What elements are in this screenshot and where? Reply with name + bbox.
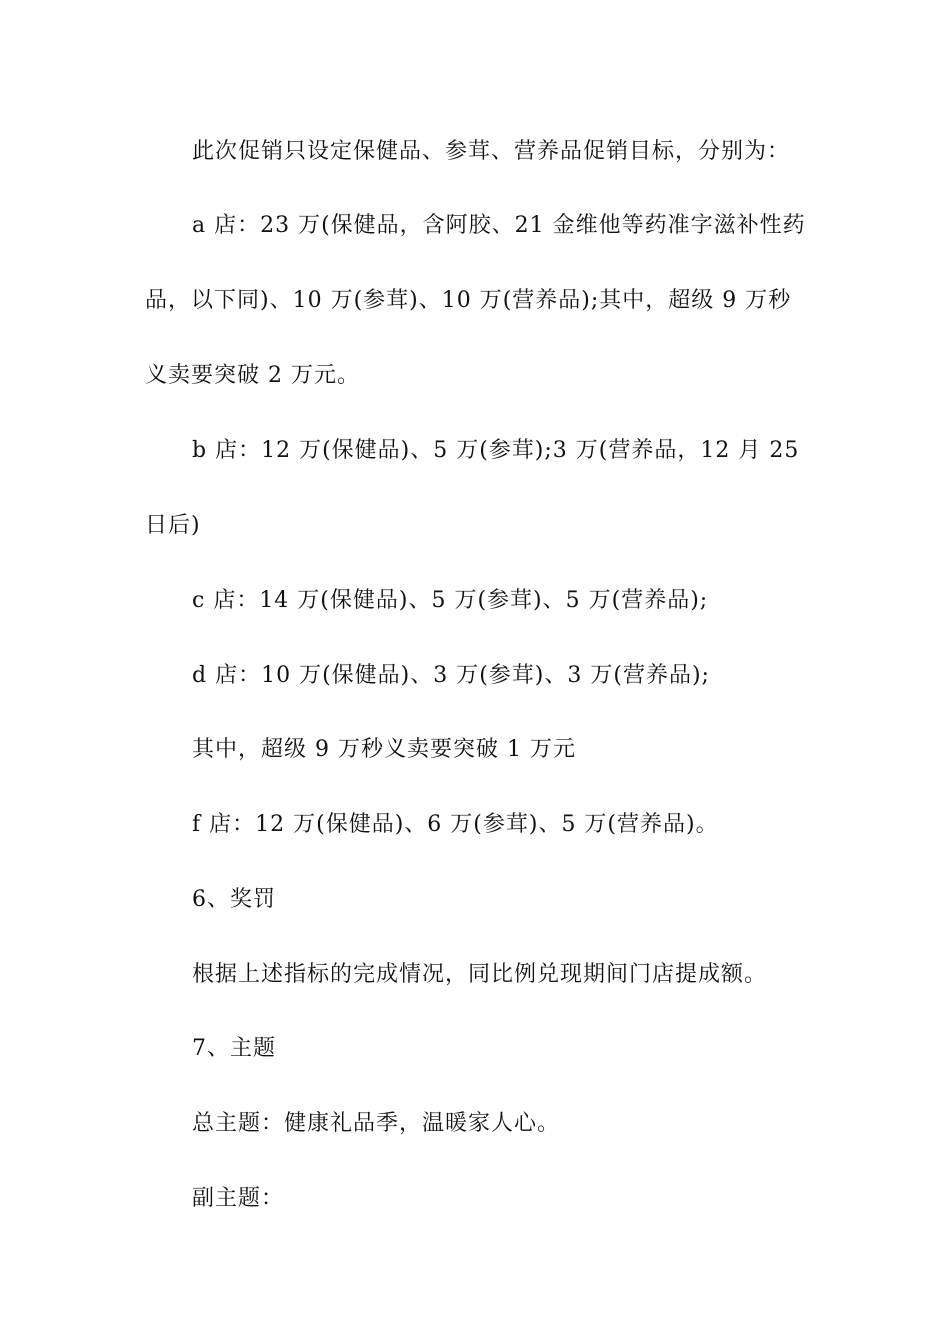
paragraph-promotion-targets-intro: 此次促销只设定保健品、参茸、营养品促销目标，分别为：: [192, 139, 791, 164]
paragraph-store-c: c 店：14 万(保健品)、5 万(参茸)、5 万(营养品);: [192, 588, 709, 613]
section-heading-rewards: 6、奖罚: [192, 887, 276, 912]
paragraph-main-theme: 总主题：健康礼品季，温暖家人心。: [192, 1111, 561, 1136]
paragraph-store-a-line3: 义卖要突破 2 万元。: [145, 363, 360, 388]
paragraph-store-d-note: 其中，超级 9 万秒义卖要突破 1 万元: [192, 737, 576, 762]
paragraph-store-a-line2: 品，以下同)、10 万(参茸)、10 万(营养品);其中，超级 9 万秒: [145, 288, 792, 313]
paragraph-store-b-line1: b 店：12 万(保健品)、5 万(参茸);3 万(营养品，12 月 25: [192, 438, 800, 463]
section-heading-theme: 7、主题: [192, 1036, 276, 1061]
paragraph-store-f: f 店：12 万(保健品)、6 万(参茸)、5 万(营养品)。: [192, 812, 719, 837]
paragraph-store-b-line2: 日后): [145, 513, 201, 538]
paragraph-rewards: 根据上述指标的完成情况，同比例兑现期间门店提成额。: [192, 962, 768, 987]
paragraph-store-d: d 店：10 万(保健品)、3 万(参茸)、3 万(营养品);: [192, 663, 710, 688]
paragraph-store-a-line1: a 店：23 万(保健品，含阿胶、21 金维他等药准字滋补性药: [192, 213, 806, 238]
paragraph-sub-theme: 副主题：: [192, 1186, 285, 1211]
